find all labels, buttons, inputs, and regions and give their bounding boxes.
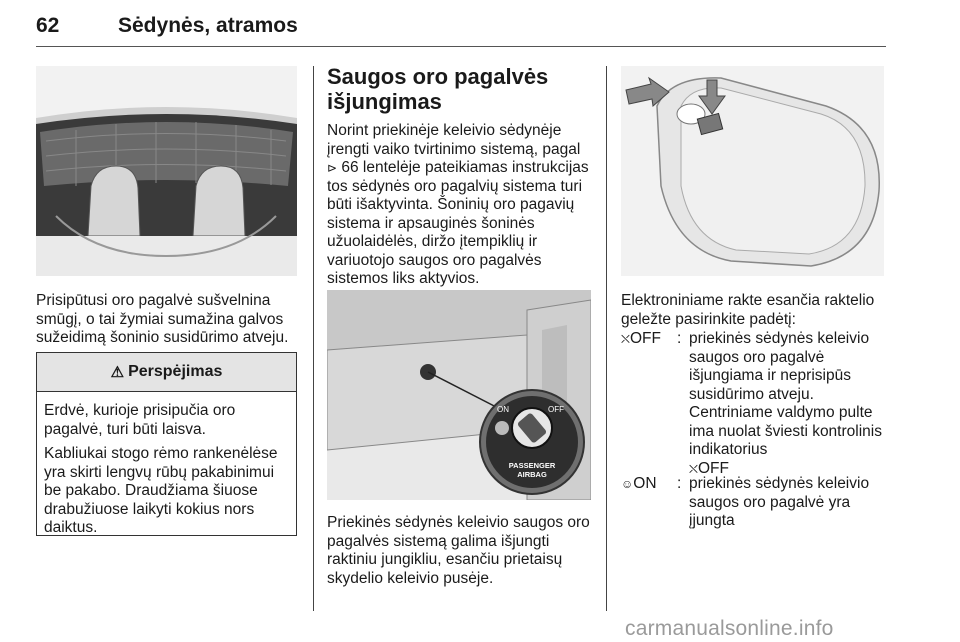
switch-airbag-label: AIRBAG — [517, 470, 547, 479]
definition-description: priekinės sėdynės keleivio saugos oro pagalvė išjungiama ir neprisipūs susidūrimo atveju. Centriniame valdymo pulte ima nuolat šviesti kontrolinis indikatorius ⛌OFF — [689, 330, 882, 477]
warning-triangle-icon: ⚠ — [110, 364, 125, 381]
column-divider — [313, 66, 314, 611]
header-divider — [36, 46, 886, 47]
section-heading: Saugos oro pagalvės išjungimas — [327, 64, 549, 114]
airbag-off-icon: ⛌ — [689, 461, 698, 476]
warning-title: Perspėjimas — [128, 363, 223, 380]
warning-header — [37, 353, 296, 392]
column-divider — [606, 66, 607, 611]
switch-passenger-label: PASSENGER — [508, 461, 556, 470]
page-header — [36, 6, 886, 46]
watermark: carmanualsonline.info — [625, 617, 834, 640]
definition-term: ⛌OFF — [621, 330, 661, 347]
definition-on — [621, 475, 886, 535]
warning-paragraph: Kabliukai stogo rėmo rankenėlėse yra skirti lengvų rūbų pakabinimui be pakabo. Draudžiama šiuose drabužiuose laikyti kokius nors daiktus. — [44, 445, 278, 536]
definition-colon: : — [677, 475, 682, 492]
airbag-on-icon: ☺ — [621, 477, 634, 491]
switch-caption: Priekinės sėdynės keleivio saugos oro pagalvės sistemą galima išjungti raktiniu jungikliu, esančiu prietaisų skydelio keleivio pusėje. — [327, 514, 590, 587]
paragraph-text: 66 lentelėje pateikiamas instrukcijas tos sėdynės oro pagalvių sistema turi būti išaktyvinta. Šoninių oro pagavių sistema ir apsauginės šoninės užuolaidėlės, diržo įtempiklių ir variuotojo saugos oro pagalvės sistemos liks aktyvios. — [327, 159, 589, 287]
page-reference-icon: ⊳ — [327, 161, 338, 175]
page-title: Sėdynės, atramos — [118, 14, 298, 37]
warning-paragraph: Erdvė, kurioje prisipučia oro pagalvė, turi būti laisva. — [44, 402, 236, 438]
warning-box — [36, 352, 297, 536]
definition-off — [621, 330, 886, 480]
switch-off-label: OFF — [548, 405, 564, 414]
paragraph-text: Norint priekinėje keleivio sėdynėje įrengti vaiko tvirtinimo sistemą, pagal — [327, 122, 581, 158]
electronic-key-illustration — [621, 66, 884, 276]
switch-on-label: ON — [497, 405, 509, 414]
section-paragraph — [327, 122, 592, 289]
definition-term: ☺ON — [621, 475, 657, 492]
airbag-off-lamp-icon — [495, 421, 509, 435]
airbag-key-switch-illustration — [327, 290, 591, 500]
airbag-caption: Prisipūtusi oro pagalvė sušvelnina smūgį, o tai žymiai sumažina galvos sužeidimą šoninio susidūrimo atveju. — [36, 292, 289, 346]
airbag-off-icon: ⛌ — [621, 332, 630, 346]
definition-description: priekinės sėdynės keleivio saugos oro pagalvė yra įjungta — [689, 475, 870, 529]
key-intro: Elektroniniame rakte esančia raktelio geležte pasirinkite padėtį: — [621, 292, 875, 328]
curtain-airbag-illustration — [36, 66, 297, 276]
definition-colon: : — [677, 330, 682, 347]
page-number: 62 — [36, 14, 60, 37]
